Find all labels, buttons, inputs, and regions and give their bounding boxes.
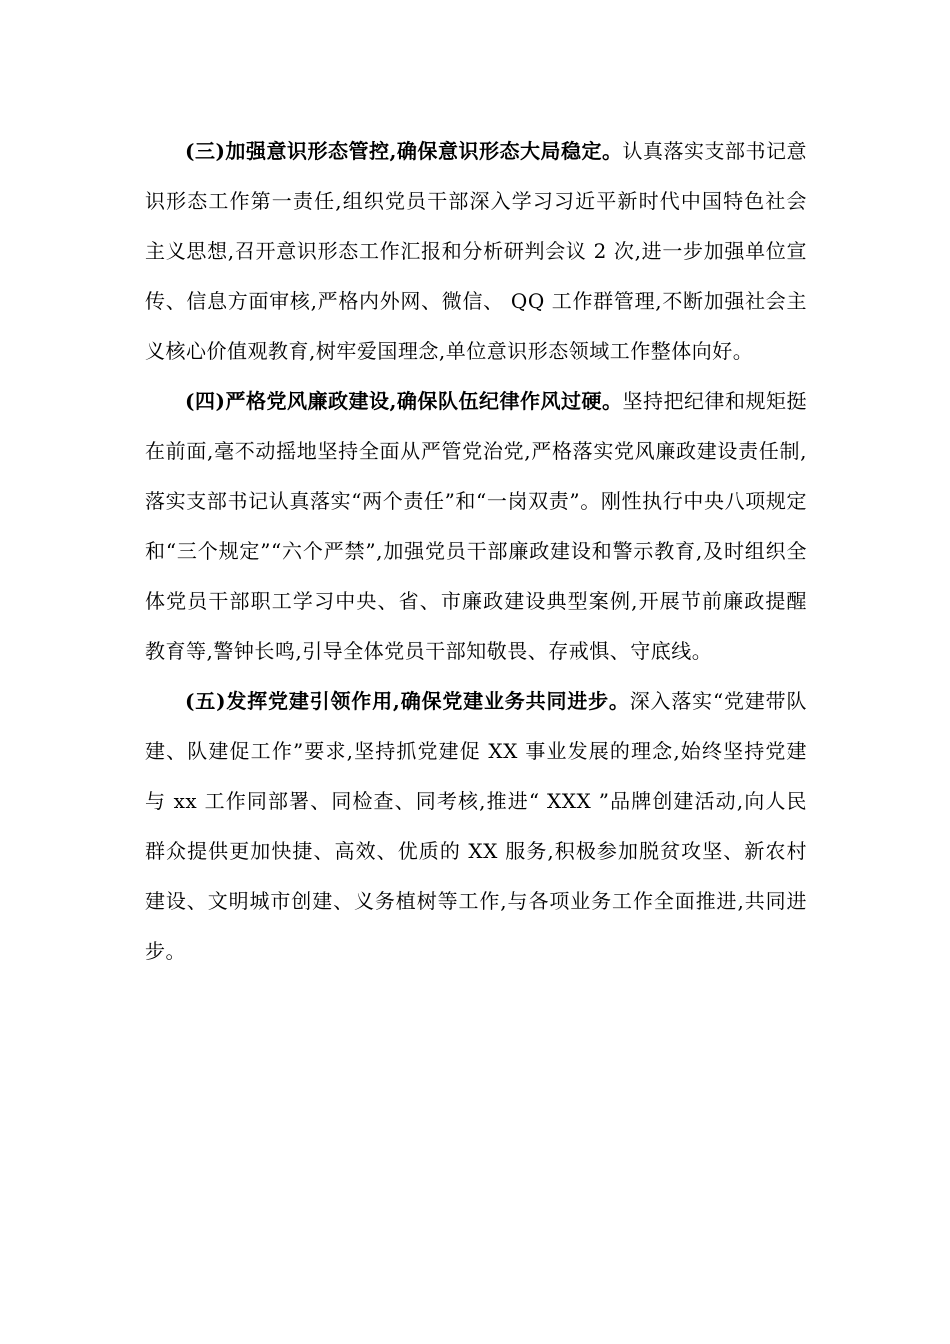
paragraph-5 — [145, 676, 807, 976]
paragraph-body: 坚持把纪律和规矩挺在前面,毫不动摇地坚持全面从严管党治党,严格落实党风廉政建设责任制,落实支部书记认真落实“两个责任”和“一岗双责”。刚性执行中央八项规定和“三个规定”“六个严禁”,加强党员干部廉政建设和警示教育,及时组织全体党员干部职工学习中央、省、市廉政建设典型案例,开展节前廉政提醒教育等,警钟长鸣,引导全体党员干部知敬畏、存戒惧、守底线。 — [145, 389, 808, 663]
paragraph-heading: (四)严格党风廉政建设,确保队伍纪律作风过硬。 — [185, 389, 623, 413]
document-page — [145, 126, 807, 976]
paragraph-body: 深入落实“党建带队建、队建促工作”要求,坚持抓党建促 XX 事业发展的理念,始终坚持党建与 xx 工作同部署、同检查、同考核,推进“ XXX ”品牌创建活动,向人民群众提供更加快捷、高效、优质的 XX 服务,积极参加脱贫攻坚、新农村建设、文明城市创建、义务植树等工作,与各项业务工作全面推进,共同进步。 — [145, 689, 807, 963]
paragraph-3 — [145, 126, 807, 376]
paragraph-heading: (五)发挥党建引领作用,确保党建业务共同进步。 — [185, 689, 630, 713]
paragraph-heading: (三)加强意识形态管控,确保意识形态大局稳定。 — [185, 139, 623, 163]
paragraph-body: 认真落实支部书记意识形态工作第一责任,组织党员干部深入学习习近平新时代中国特色社会主义思想,召开意识形态工作汇报和分析研判会议 2 次,进一步加强单位宣传、信息方面审核,严格内外网、微信、 QQ 工作群管理,不断加强社会主义核心价值观教育,树牢爱国理念,单位意识形态领域工作整体向好。 — [145, 139, 808, 363]
paragraph-4 — [145, 376, 807, 676]
